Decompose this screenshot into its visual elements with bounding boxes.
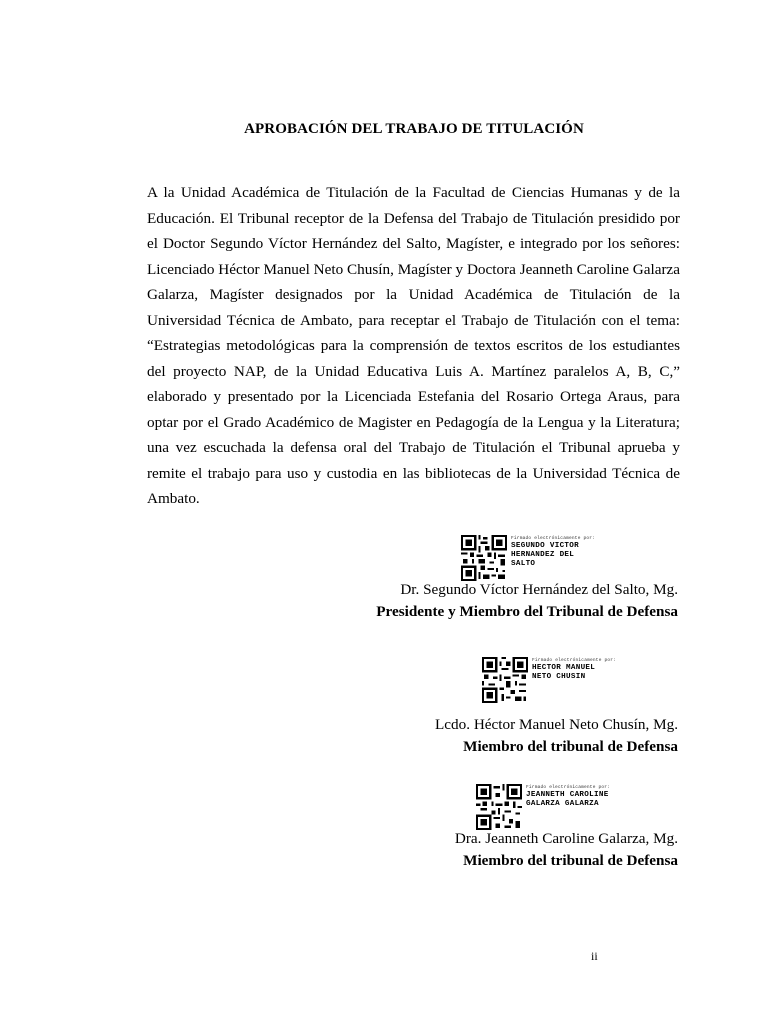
page-number: ii bbox=[591, 949, 598, 963]
stamp-signer-name: HECTOR MANUEL NETO CHUSIN bbox=[532, 664, 596, 681]
signer-name: Dra. Jeanneth Caroline Galarza, Mg. bbox=[454, 830, 678, 847]
qr-code-icon bbox=[476, 784, 522, 830]
qr-code-icon bbox=[482, 657, 528, 703]
signature-block-member-1 bbox=[435, 714, 678, 758]
stamp-caption: Firmado electrónicamente por: bbox=[511, 536, 596, 541]
e-signature-stamp-president bbox=[461, 535, 595, 581]
signer-name: Lcdo. Héctor Manuel Neto Chusín, Mg. bbox=[435, 716, 678, 733]
qr-code-icon bbox=[461, 535, 507, 581]
e-signature-stamp-member-2 bbox=[476, 784, 610, 830]
signature-block-member-2 bbox=[455, 828, 678, 872]
signer-role: Miembro del tribunal de Defensa bbox=[463, 738, 678, 755]
approval-paragraph: A la Unidad Académica de Titulación de la Facultad de Ciencias Humanas y de la Educación. El Tribunal receptor de la Defensa del Trabajo de Titulación presidido por el Doctor Segundo Víctor Hernández del Salto, Magíster, e integrado por los señores: Licenciado Héctor Manuel Neto Chusín, Magíster y Doctora Jeanneth Caroline Galarza Galarza, Magíster designados por la Unidad Académica de Titulación de la Universidad Técnica de Ambato, para receptar el Trabajo de Titulación con el tema: “Estrategias metodológicas para la comprensión de textos escritos de los estudiantes del proyecto NAP, de la Unidad Educativa Luis A. Martínez paralelos A, B, C,” elaborado y presentado por la Licenciada Estefania del Rosario Ortega Araus, para optar por el Grado Académico de Magister en Pedagogía de la Lengua y la Literatura; una vez escuchada la defensa oral del Trabajo de Titulación el Tribunal aprueba y remite el trabajo para uso y custodia en las bibliotecas de la Universidad Técnica de Ambato. bbox=[147, 184, 680, 507]
signer-name: Dr. Segundo Víctor Hernández del Salto, Mg. bbox=[400, 581, 678, 598]
signer-role: Presidente y Miembro del Tribunal de Defensa bbox=[376, 603, 678, 620]
stamp-signer-name: SEGUNDO VICTOR HERNANDEZ DEL SALTO bbox=[511, 542, 579, 568]
signer-role: Miembro del tribunal de Defensa bbox=[463, 852, 678, 869]
document-title: APROBACIÓN DEL TRABAJO DE TITULACIÓN bbox=[244, 121, 584, 137]
stamp-caption: Firmado electrónicamente por: bbox=[532, 658, 617, 663]
signature-block-president bbox=[376, 579, 678, 623]
stamp-caption: Firmado electrónicamente por: bbox=[526, 785, 611, 790]
stamp-signer-name: JEANNETH CAROLINE GALARZA GALARZA bbox=[526, 791, 609, 808]
e-signature-stamp-member-1 bbox=[482, 657, 616, 703]
